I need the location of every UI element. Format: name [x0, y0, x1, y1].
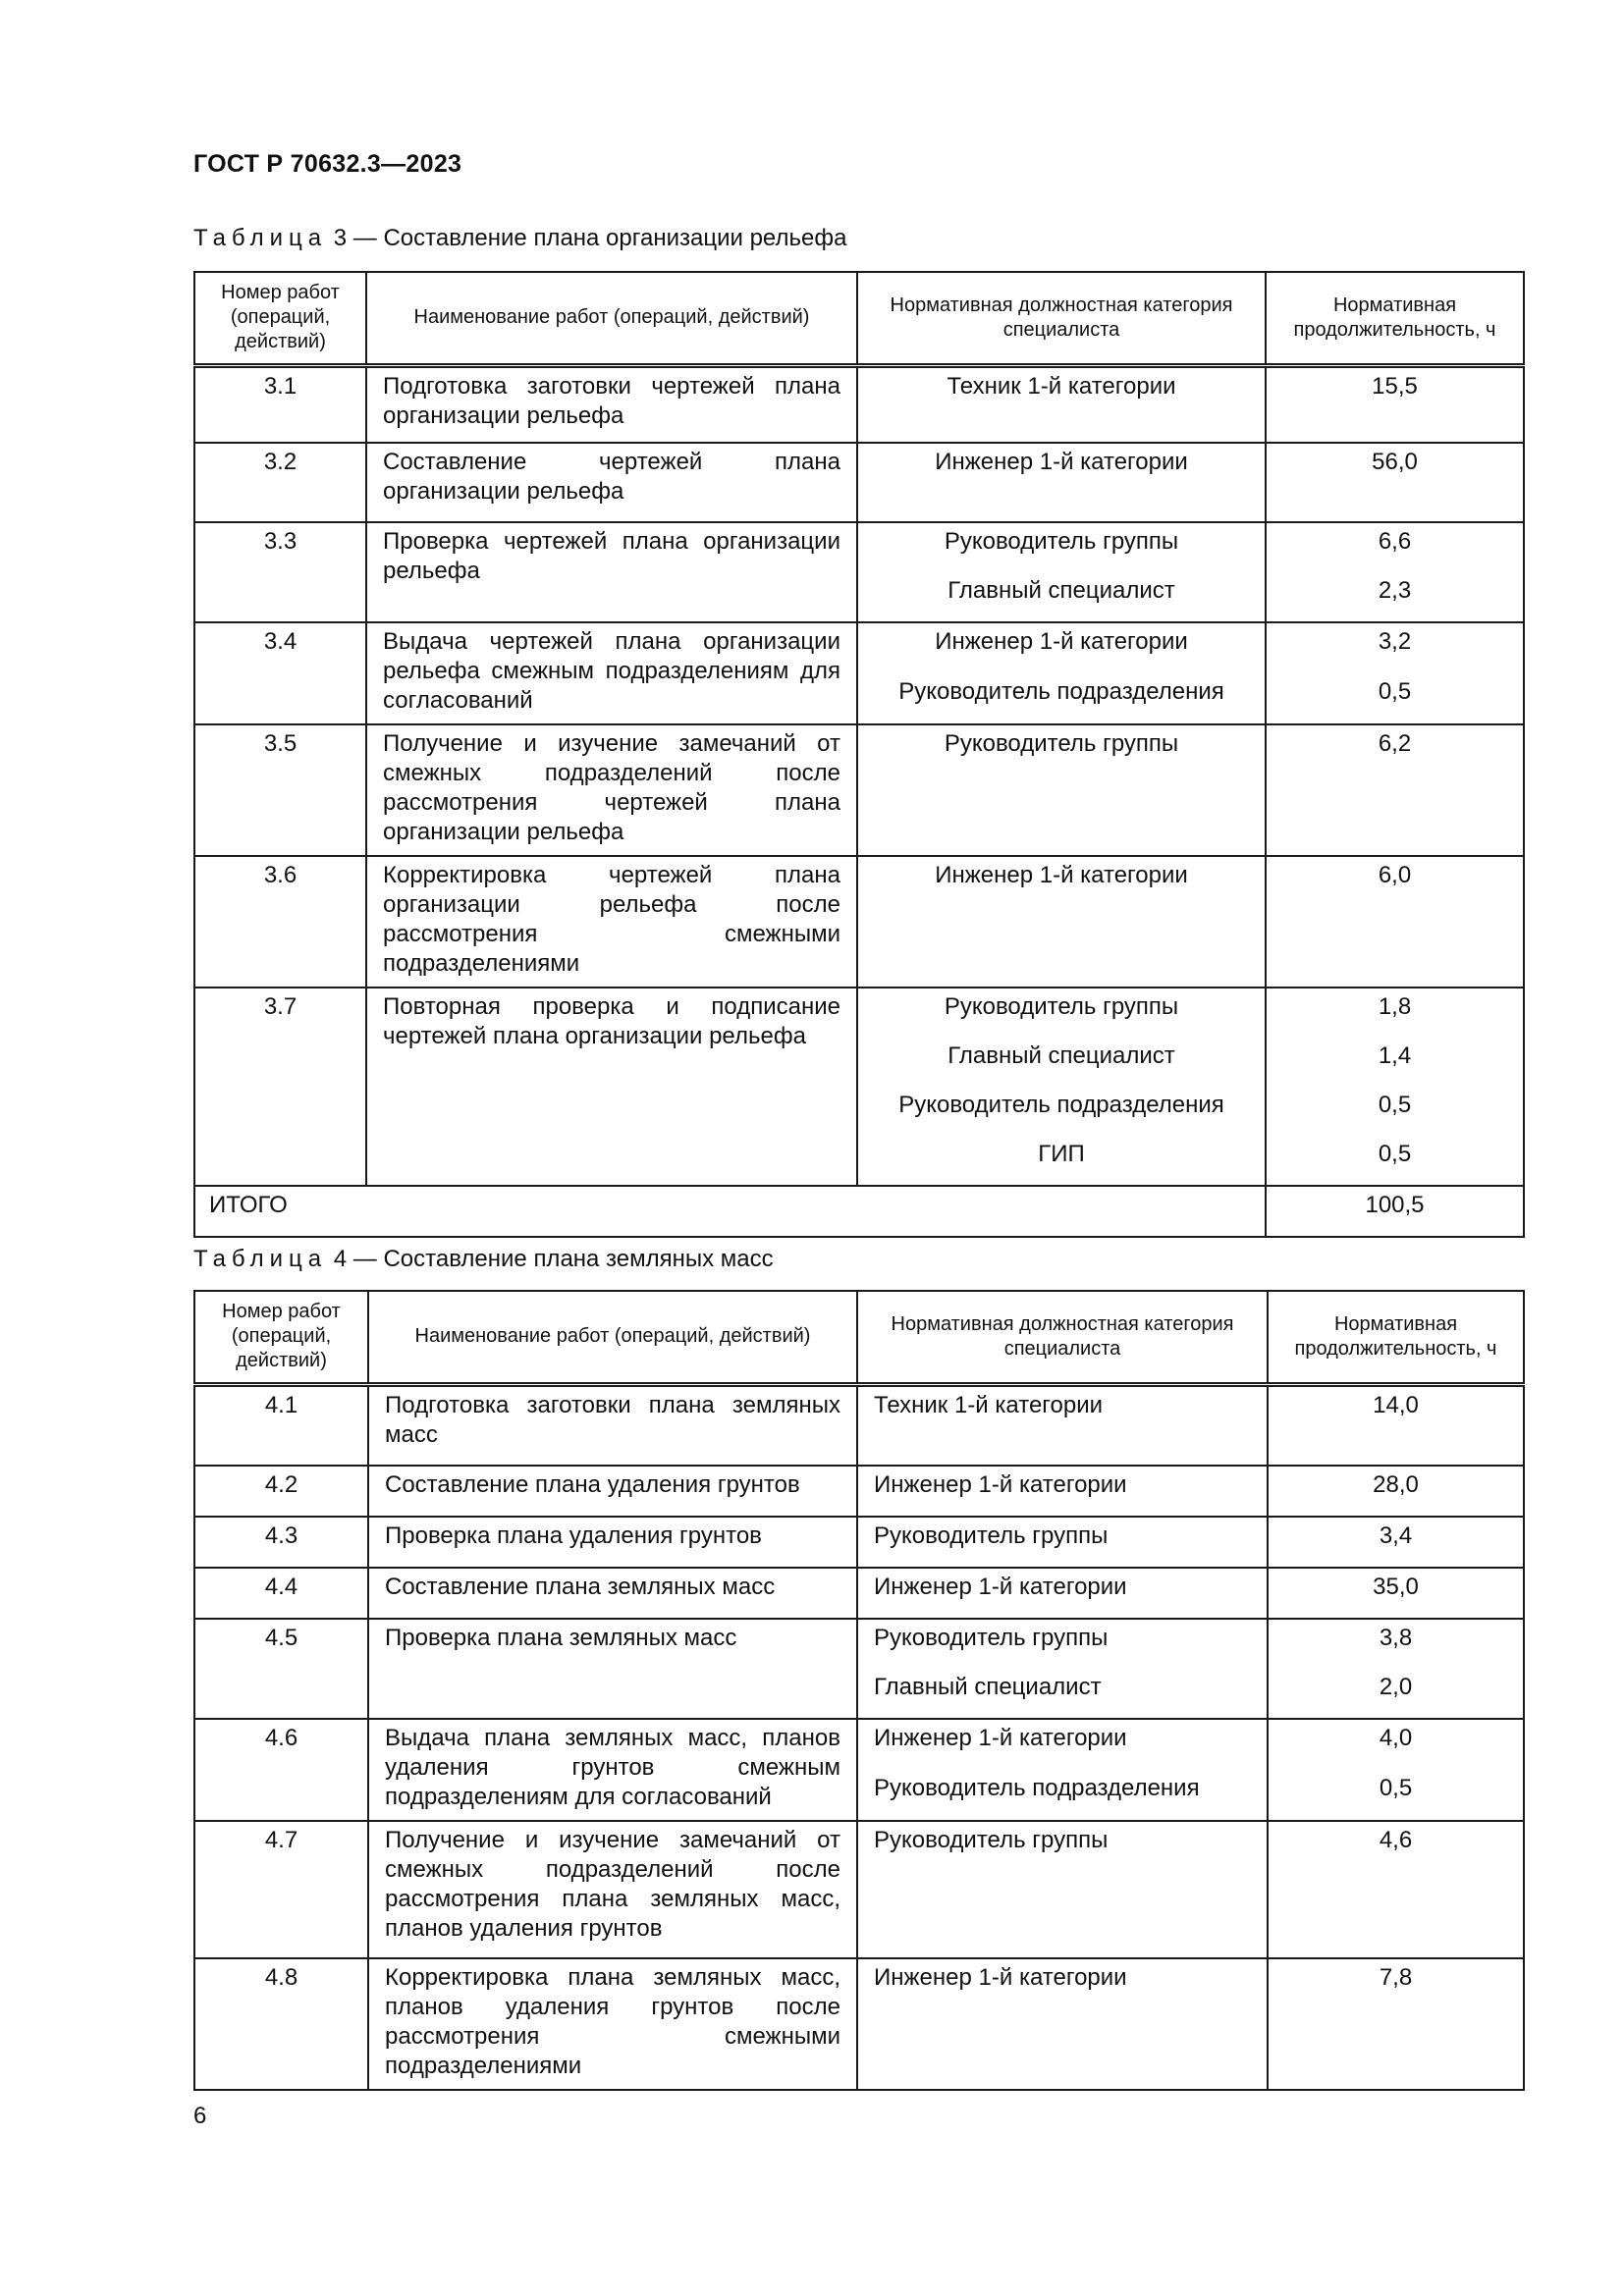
table4-caption-word: Таблица — [193, 1246, 328, 1272]
table4-role-text: Руководитель группы — [874, 1522, 1109, 1549]
table4-role-text: Руководитель группы — [874, 1827, 1109, 1853]
page-number: 6 — [193, 2103, 207, 2129]
table4-cell-role — [857, 1821, 1268, 1958]
table4-cell-hours — [1268, 1568, 1524, 1619]
table4-hours-text: 4,0 — [1379, 1725, 1413, 1751]
table3-header-hours: Нормативная продолжительность, ч — [1266, 272, 1524, 365]
table4-role-text: Инженер 1-й категории — [874, 1574, 1127, 1600]
table4-cell-num: 4.7 — [194, 1821, 368, 1958]
table3-role-text: Инженер 1-й категории — [935, 628, 1188, 655]
table3-cell-role — [857, 1087, 1266, 1136]
table4-cell-num: 4.1 — [194, 1384, 368, 1466]
table4-cell-hours — [1268, 1821, 1524, 1958]
table4-hours-text: 0,5 — [1379, 1775, 1413, 1801]
table3-hours-text: 0,5 — [1378, 1092, 1412, 1118]
table4-body — [194, 1384, 1524, 2090]
table3-hours-text: 2,3 — [1378, 577, 1412, 604]
table4-cell-hours — [1268, 1466, 1524, 1517]
table4-header-hours: Нормативная продолжительность, ч — [1268, 1291, 1524, 1384]
table4-row — [194, 1958, 1524, 2090]
table4-role-text: Руководитель подразделения — [874, 1775, 1200, 1801]
table3-total-value: 100,5 — [1365, 1192, 1425, 1218]
table3-role-text: Руководитель группы — [944, 730, 1179, 757]
table3-role-text: Главный специалист — [947, 577, 1175, 604]
table3-hours-text: 3,2 — [1378, 628, 1412, 655]
table4-cell-hours — [1268, 1770, 1524, 1821]
table3-cell-name: Выдача чертежей плана организации рельефа смежным подразделениям для согласований — [366, 622, 857, 724]
table4-cell-num: 4.4 — [194, 1568, 368, 1619]
table4-row — [194, 1517, 1524, 1568]
table4-caption — [193, 1246, 774, 1273]
table4-cell-num: 4.2 — [194, 1466, 368, 1517]
table4-hours-text: 35,0 — [1373, 1574, 1419, 1600]
table3-cell-name: Проверка чертежей плана организации рельефа — [366, 522, 857, 622]
table3-cell-num: 3.7 — [194, 988, 366, 1186]
table4-row — [194, 1821, 1524, 1958]
table3-cell-hours — [1266, 988, 1524, 1038]
table3-hours-text: 6,2 — [1378, 730, 1412, 757]
table3-hours-text: 0,5 — [1378, 678, 1412, 705]
table3-cell-role — [857, 443, 1266, 522]
table4-cell-name: Проверка плана удаления грунтов — [368, 1517, 857, 1568]
table3-caption-title: 3 — Составление плана организации рельефа — [327, 225, 847, 251]
table4-cell-name: Составление плана земляных масс — [368, 1568, 857, 1619]
table3-cell-hours — [1266, 572, 1524, 622]
table3-hours-text: 56,0 — [1372, 449, 1418, 475]
table3-header-name: Наименование работ (операций, действий) — [366, 272, 857, 365]
table4-role-text: Инженер 1-й категории — [874, 1725, 1127, 1751]
table3-cell-hours — [1266, 1038, 1524, 1087]
table3-cell-role — [857, 1038, 1266, 1087]
table3-role-text: Инженер 1-й категории — [935, 862, 1188, 888]
table4-header-row — [194, 1291, 1524, 1384]
table4-header-role: Нормативная должностная категория специалиста — [857, 1291, 1268, 1384]
table3-cell-role — [857, 673, 1266, 724]
table4-cell-hours — [1268, 1619, 1524, 1669]
table3-cell-hours — [1266, 1136, 1524, 1186]
table4-hours-text: 3,8 — [1379, 1625, 1413, 1651]
table4-cell-name: Получение и изучение замечаний от смежных подразделений после рассмотрения плана земляных масс, планов удаления грунтов — [368, 1821, 857, 1958]
table3-header-row — [194, 272, 1524, 365]
table4-cell-hours — [1268, 1669, 1524, 1719]
table3-role-text: Руководитель группы — [944, 528, 1179, 555]
table4-cell-hours — [1268, 1384, 1524, 1466]
table3-role-text: Руководитель подразделения — [898, 1092, 1224, 1118]
table4 — [193, 1290, 1525, 2091]
table3-cell-hours — [1266, 724, 1524, 856]
table3-cell-role — [857, 724, 1266, 856]
table3-hours-text: 15,5 — [1372, 372, 1418, 400]
table3-cell-role — [857, 365, 1266, 443]
table3-total-label: ИТОГО — [194, 1186, 1266, 1237]
table4-cell-role — [857, 1958, 1268, 2090]
table3-hours-text: 6,6 — [1378, 528, 1412, 555]
table3-hours-text: 1,4 — [1378, 1042, 1412, 1069]
table4-cell-num: 4.5 — [194, 1619, 368, 1719]
table3-row — [194, 856, 1524, 988]
table4-hours-text: 4,6 — [1379, 1827, 1413, 1853]
table3-header-num: Номер работ (операций, действий) — [194, 272, 366, 365]
table3-row — [194, 522, 1524, 572]
table3-cell-num: 3.5 — [194, 724, 366, 856]
table3-role-text: ГИП — [1038, 1141, 1085, 1167]
table3-total-row — [194, 1186, 1524, 1237]
table4-cell-hours — [1268, 1719, 1524, 1770]
table3-total-cell — [1266, 1186, 1524, 1237]
table4-hours-text: 3,4 — [1379, 1522, 1413, 1549]
table4-cell-name: Проверка плана земляных масс — [368, 1619, 857, 1719]
table3-row — [194, 365, 1524, 443]
table3-hours-text: 0,5 — [1378, 1141, 1412, 1167]
table3-role-text: Техник 1-й категории — [947, 372, 1176, 400]
table4-role-text: Главный специалист — [874, 1674, 1102, 1700]
table3-cell-hours — [1266, 622, 1524, 673]
table4-cell-role — [857, 1568, 1268, 1619]
table4-cell-role — [857, 1384, 1268, 1466]
table3-cell-hours — [1266, 522, 1524, 572]
table4-role-text: Техник 1-й категории — [874, 1391, 1104, 1418]
table3-cell-num: 3.4 — [194, 622, 366, 724]
table4-cell-role — [857, 1669, 1268, 1719]
table3-cell-name: Составление чертежей плана организации рельефа — [366, 443, 857, 522]
table4-cell-role — [857, 1466, 1268, 1517]
table3-caption — [193, 225, 846, 252]
table3-cell-num: 3.1 — [194, 365, 366, 443]
table3-cell-role — [857, 988, 1266, 1038]
table4-cell-role — [857, 1619, 1268, 1669]
table3-role-text: Руководитель группы — [944, 993, 1179, 1020]
table4-header-num: Номер работ (операций, действий) — [194, 1291, 368, 1384]
table3-row — [194, 988, 1524, 1038]
table3-cell-num: 3.3 — [194, 522, 366, 622]
table3-row — [194, 724, 1524, 856]
table3-cell-num: 3.6 — [194, 856, 366, 988]
table3-row — [194, 622, 1524, 673]
table3-cell-hours — [1266, 673, 1524, 724]
table4-cell-name: Корректировка плана земляных масс, планов удаления грунтов после рассмотрения смежными подразделениями — [368, 1958, 857, 2090]
table4-role-text: Инженер 1-й категории — [874, 1964, 1127, 1991]
document-code: ГОСТ Р 70632.3—2023 — [193, 150, 462, 178]
table3-body — [194, 365, 1524, 1237]
table4-cell-role — [857, 1517, 1268, 1568]
table4-role-text: Руководитель группы — [874, 1625, 1109, 1651]
table4-hours-text: 7,8 — [1379, 1964, 1413, 1991]
table4-cell-name: Выдача плана земляных масс, планов удаления грунтов смежным подразделениям для согласований — [368, 1719, 857, 1821]
table4-hours-text: 28,0 — [1373, 1471, 1419, 1498]
table3-caption-word: Таблица — [193, 225, 328, 251]
table3-cell-role — [857, 622, 1266, 673]
table3-cell-name: Повторная проверка и подписание чертежей плана организации рельефа — [366, 988, 857, 1186]
table3-cell-hours — [1266, 443, 1524, 522]
table3-hours-text: 6,0 — [1378, 862, 1412, 888]
table3-cell-role — [857, 1136, 1266, 1186]
table4-hours-text: 14,0 — [1373, 1391, 1419, 1418]
table4-cell-name: Составление плана удаления грунтов — [368, 1466, 857, 1517]
table4-row — [194, 1619, 1524, 1669]
table3-cell-hours — [1266, 365, 1524, 443]
table3-cell-name: Получение и изучение замечаний от смежных подразделений после рассмотрения чертежей плана организации рельефа — [366, 724, 857, 856]
table4-cell-hours — [1268, 1517, 1524, 1568]
table3-hours-text: 1,8 — [1378, 993, 1412, 1020]
table3-cell-role — [857, 856, 1266, 988]
table4-cell-name: Подготовка заготовки плана земляных масс — [368, 1384, 857, 1466]
table4-role-text: Инженер 1-й категории — [874, 1471, 1127, 1498]
table3-cell-role — [857, 522, 1266, 572]
table3-row — [194, 443, 1524, 522]
table4-cell-hours — [1268, 1958, 1524, 2090]
table4-row — [194, 1384, 1524, 1466]
table3-cell-role — [857, 572, 1266, 622]
table3-header-role: Нормативная должностная категория специалиста — [857, 272, 1266, 365]
table3-cell-name: Подготовка заготовки чертежей плана организации рельефа — [366, 365, 857, 443]
table4-header-name: Наименование работ (операций, действий) — [368, 1291, 857, 1384]
table4-caption-title: 4 — Составление плана земляных масс — [327, 1246, 774, 1272]
table3-cell-hours — [1266, 1087, 1524, 1136]
table4-hours-text: 2,0 — [1379, 1674, 1413, 1700]
table3-cell-name: Корректировка чертежей плана организации рельефа после рассмотрения смежными подразделениями — [366, 856, 857, 988]
table3-cell-num: 3.2 — [194, 443, 366, 522]
table4-cell-num: 4.8 — [194, 1958, 368, 2090]
table4-cell-role — [857, 1719, 1268, 1770]
table4-row — [194, 1466, 1524, 1517]
table3-role-text: Инженер 1-й категории — [935, 449, 1188, 475]
table3 — [193, 271, 1525, 1238]
table4-row — [194, 1719, 1524, 1770]
table4-cell-role — [857, 1770, 1268, 1821]
table4-cell-num: 4.6 — [194, 1719, 368, 1821]
table3-role-text: Главный специалист — [947, 1042, 1175, 1069]
table4-row — [194, 1568, 1524, 1619]
table3-cell-hours — [1266, 856, 1524, 988]
table4-cell-num: 4.3 — [194, 1517, 368, 1568]
table3-role-text: Руководитель подразделения — [898, 678, 1224, 705]
